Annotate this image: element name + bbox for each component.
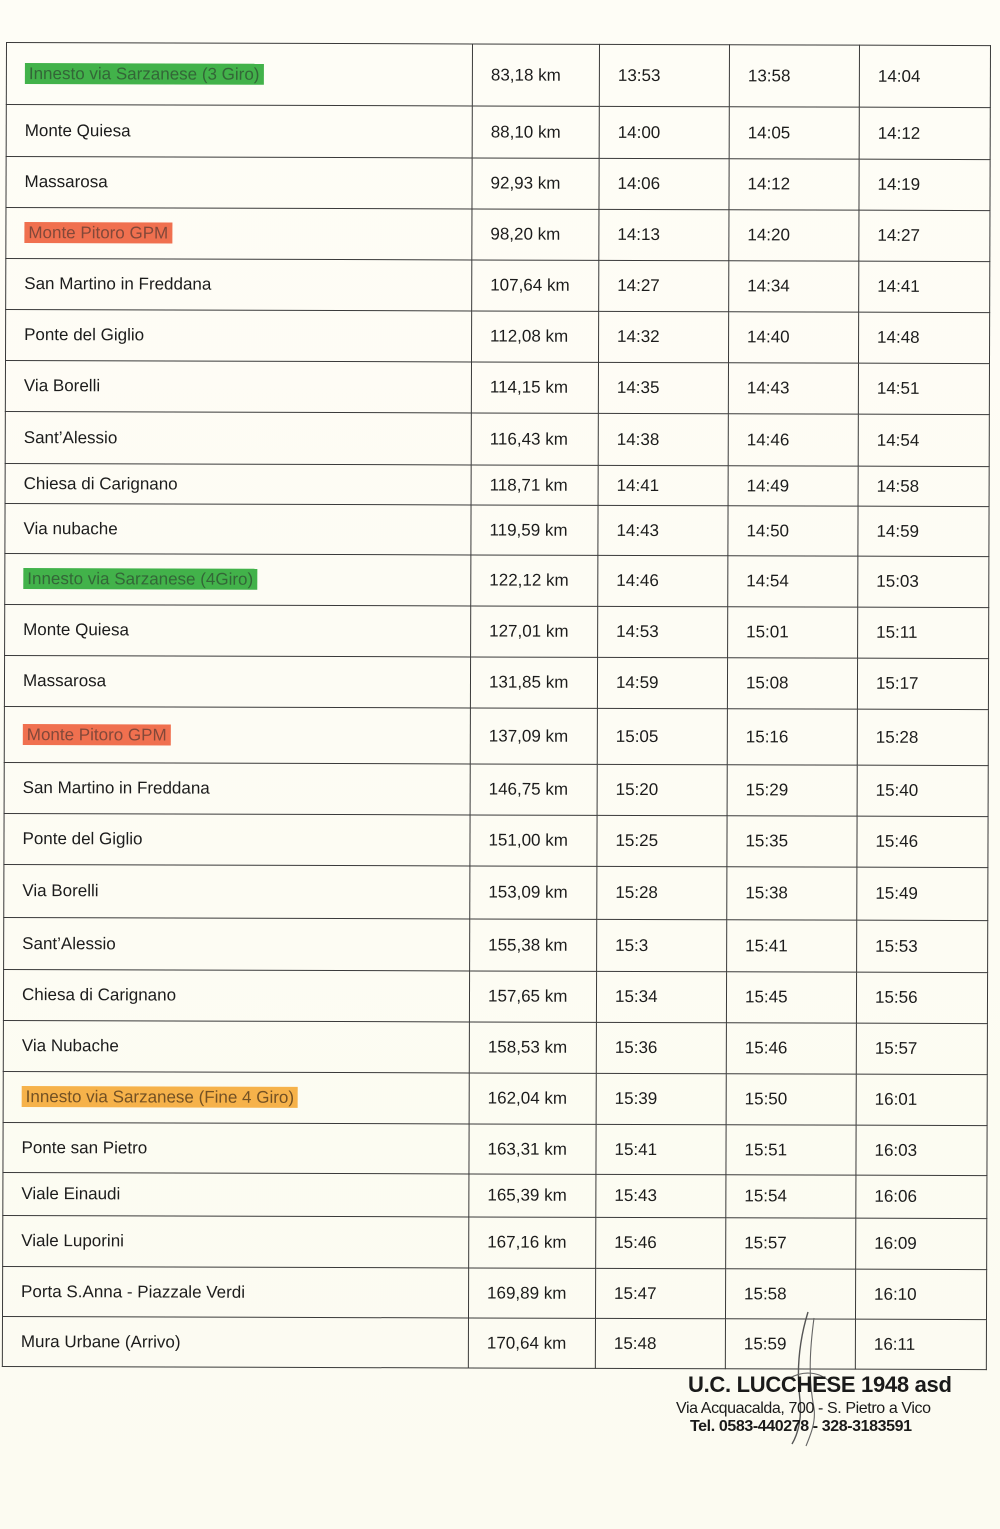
location-label: Sant’Alessio xyxy=(23,427,118,447)
time-1-cell: 14:43 xyxy=(598,505,728,555)
table-row xyxy=(5,463,989,506)
location-cell xyxy=(3,1020,469,1072)
location-cell xyxy=(3,1071,469,1123)
km-cell: 116,43 km xyxy=(471,413,598,465)
time-2-cell: 14:54 xyxy=(728,556,858,607)
km-cell: 107,64 km xyxy=(472,260,599,311)
time-3-cell: 15:17 xyxy=(857,658,988,709)
table-row xyxy=(3,1122,987,1175)
location-label: Massarosa xyxy=(24,172,108,192)
time-3-cell: 14:51 xyxy=(858,363,989,414)
highlighted-location-label: Innesto via Sarzanese (4Giro) xyxy=(23,568,257,590)
table-row xyxy=(5,310,989,364)
location-cell xyxy=(5,411,471,464)
time-1-cell: 14:38 xyxy=(598,413,728,465)
km-cell: 88,10 km xyxy=(472,106,599,158)
location-label: Via nubache xyxy=(23,518,118,538)
table-row xyxy=(5,411,989,466)
location-cell xyxy=(6,43,472,106)
table-row xyxy=(6,157,990,211)
time-2-cell: 14:46 xyxy=(728,414,858,466)
time-3-cell: 14:58 xyxy=(858,466,989,506)
time-2-cell: 15:54 xyxy=(726,1175,856,1218)
time-1-cell: 15:25 xyxy=(597,815,727,866)
time-3-cell: 16:10 xyxy=(855,1269,986,1319)
time-1-cell: 15:20 xyxy=(597,764,727,815)
time-1-cell: 15:28 xyxy=(597,866,727,919)
time-3-cell: 14:12 xyxy=(859,107,990,159)
km-cell: 169,89 km xyxy=(468,1268,595,1318)
km-cell: 151,00 km xyxy=(470,815,597,866)
location-label: Porta S.Anna - Piazzale Verdi xyxy=(21,1281,246,1302)
location-label: Monte Quiesa xyxy=(24,120,131,140)
km-cell: 118,71 km xyxy=(471,465,598,505)
table-row xyxy=(3,1172,987,1218)
time-1-cell: 15:36 xyxy=(596,1022,726,1073)
time-1-cell: 15:43 xyxy=(596,1174,726,1217)
time-1-cell: 14:41 xyxy=(598,465,728,505)
km-cell: 112,08 km xyxy=(471,311,598,362)
time-3-cell: 16:01 xyxy=(856,1074,987,1125)
footer-org-name: U.C. LUCCHESE 1948 asd xyxy=(688,1372,952,1397)
time-2-cell: 14:05 xyxy=(729,107,859,159)
km-cell: 157,65 km xyxy=(469,971,596,1022)
km-cell: 155,38 km xyxy=(470,919,597,971)
time-3-cell: 15:28 xyxy=(857,709,988,765)
time-3-cell: 14:48 xyxy=(858,312,989,363)
footer-letterhead xyxy=(676,1372,976,1436)
time-1-cell: 15:41 xyxy=(596,1124,726,1174)
time-2-cell: 15:57 xyxy=(726,1218,856,1269)
table-row xyxy=(4,864,988,920)
km-cell: 119,59 km xyxy=(471,505,598,555)
km-cell: 122,12 km xyxy=(471,555,598,606)
highlighted-location-label: Innesto via Sarzanese (Fine 4 Giro) xyxy=(22,1086,298,1108)
km-cell: 167,16 km xyxy=(469,1217,596,1268)
location-label: Massarosa xyxy=(22,671,107,691)
location-label: Chiesa di Carignano xyxy=(21,985,177,1005)
time-2-cell: 14:49 xyxy=(728,466,858,506)
time-2-cell: 14:40 xyxy=(728,312,858,363)
time-2-cell: 14:43 xyxy=(728,363,858,414)
km-cell: 83,18 km xyxy=(472,44,599,106)
location-cell xyxy=(6,208,472,260)
time-2-cell: 14:50 xyxy=(728,506,858,556)
time-1-cell: 14:32 xyxy=(598,311,728,362)
location-label: Via Nubache xyxy=(21,1036,119,1056)
time-3-cell: 14:27 xyxy=(859,210,990,261)
location-cell xyxy=(3,969,469,1021)
time-1-cell: 15:05 xyxy=(597,708,727,764)
time-2-cell: 15:35 xyxy=(727,816,857,867)
time-3-cell: 16:03 xyxy=(856,1125,987,1175)
time-3-cell: 15:49 xyxy=(857,867,988,920)
table-row xyxy=(6,259,990,313)
location-cell xyxy=(4,864,470,918)
time-1-cell: 15:48 xyxy=(595,1318,725,1368)
time-1-cell: 15:47 xyxy=(595,1268,725,1318)
time-2-cell: 15:59 xyxy=(725,1319,855,1369)
location-label: San Martino in Freddana xyxy=(22,778,210,798)
table-row xyxy=(5,553,989,607)
location-cell xyxy=(5,503,471,554)
location-cell xyxy=(4,655,470,707)
table-row xyxy=(3,1020,987,1074)
time-3-cell: 16:09 xyxy=(856,1218,987,1269)
highlighted-location-label: Monte Pitoro GPM xyxy=(23,724,171,745)
highlighted-location-label: Monte Pitoro GPM xyxy=(24,222,172,243)
time-3-cell: 14:41 xyxy=(859,261,990,312)
location-label: Via Borelli xyxy=(22,881,99,901)
table-row xyxy=(4,762,988,816)
location-cell xyxy=(3,1215,469,1267)
time-1-cell: 14:27 xyxy=(599,260,729,311)
location-label: Chiesa di Carignano xyxy=(23,473,178,494)
location-cell xyxy=(4,762,470,814)
location-label: Ponte del Giglio xyxy=(22,829,143,849)
km-cell: 163,31 km xyxy=(469,1124,596,1174)
time-1-cell: 15:39 xyxy=(596,1073,726,1124)
table-row xyxy=(4,917,988,972)
time-1-cell: 14:35 xyxy=(598,362,728,413)
time-1-cell: 13:53 xyxy=(599,44,729,106)
km-cell: 170,64 km xyxy=(468,1318,595,1368)
location-cell xyxy=(2,1316,468,1367)
time-2-cell: 15:51 xyxy=(726,1125,856,1175)
time-3-cell: 15:53 xyxy=(857,920,988,972)
time-2-cell: 14:34 xyxy=(729,261,859,312)
km-cell: 146,75 km xyxy=(470,764,597,815)
time-3-cell: 15:40 xyxy=(857,765,988,816)
location-cell xyxy=(5,553,471,605)
table-row xyxy=(4,706,988,765)
location-cell xyxy=(4,917,470,970)
location-cell xyxy=(3,1172,469,1216)
time-3-cell: 15:46 xyxy=(857,816,988,867)
table-row xyxy=(3,1215,987,1269)
location-cell xyxy=(4,813,470,865)
location-cell xyxy=(6,259,472,311)
footer-address: Via Acquacalda, 700 - S. Pietro a Vico xyxy=(676,1400,931,1417)
time-3-cell: 14:19 xyxy=(859,159,990,210)
location-cell xyxy=(3,1122,469,1173)
location-cell xyxy=(6,105,472,158)
table-row xyxy=(3,1071,987,1125)
km-cell: 162,04 km xyxy=(469,1073,596,1124)
time-2-cell: 15:01 xyxy=(728,607,858,658)
location-label: Sant’Alessio xyxy=(22,933,116,953)
location-cell xyxy=(5,604,471,656)
km-cell: 137,09 km xyxy=(470,708,597,764)
location-cell xyxy=(2,1266,468,1317)
time-1-cell: 14:00 xyxy=(599,106,729,158)
time-2-cell: 15:29 xyxy=(727,765,857,816)
time-1-cell: 14:59 xyxy=(597,657,727,708)
time-2-cell: 15:50 xyxy=(726,1074,856,1125)
time-2-cell: 15:38 xyxy=(727,867,857,920)
table-row xyxy=(2,1266,986,1319)
km-cell: 127,01 km xyxy=(471,606,598,657)
time-2-cell: 15:45 xyxy=(726,972,856,1023)
footer-phone: Tel. 0583-440278 - 328-3183591 xyxy=(690,1418,912,1435)
time-3-cell: 15:57 xyxy=(856,1023,987,1074)
schedule-body xyxy=(2,43,990,1370)
location-label: Via Borelli xyxy=(23,376,101,396)
time-2-cell: 15:58 xyxy=(725,1269,855,1319)
time-3-cell: 15:56 xyxy=(856,972,987,1023)
time-3-cell: 16:06 xyxy=(856,1175,987,1218)
table-row xyxy=(5,503,989,556)
time-2-cell: 14:20 xyxy=(729,210,859,261)
time-3-cell: 14:59 xyxy=(858,506,989,556)
time-1-cell: 14:13 xyxy=(599,209,729,260)
location-label: San Martino in Freddana xyxy=(24,274,212,294)
time-1-cell: 14:46 xyxy=(598,555,728,606)
table-row xyxy=(4,655,988,709)
location-label: Viale Luporini xyxy=(21,1231,124,1251)
table-row xyxy=(5,604,989,658)
km-cell: 98,20 km xyxy=(472,209,599,260)
table-row xyxy=(6,208,990,262)
table-row xyxy=(4,813,988,867)
table-row xyxy=(5,361,989,415)
time-2-cell: 15:41 xyxy=(727,920,857,972)
location-label: Ponte del Giglio xyxy=(24,325,145,345)
location-label: Monte Quiesa xyxy=(23,620,130,640)
time-3-cell: 15:11 xyxy=(858,607,989,658)
schedule-table xyxy=(2,42,991,1370)
km-cell: 92,93 km xyxy=(472,158,599,209)
time-3-cell: 16:11 xyxy=(855,1319,986,1369)
km-cell: 114,15 km xyxy=(471,362,598,413)
location-label: Viale Einaudi xyxy=(21,1184,121,1204)
location-cell xyxy=(6,157,472,209)
km-cell: 153,09 km xyxy=(470,866,597,919)
highlighted-location-label: Innesto via Sarzanese (3 Giro) xyxy=(25,63,264,85)
time-3-cell: 14:54 xyxy=(858,414,989,466)
table-row xyxy=(3,969,987,1023)
km-cell: 131,85 km xyxy=(470,657,597,708)
time-1-cell: 14:53 xyxy=(598,606,728,657)
km-cell: 158,53 km xyxy=(469,1022,596,1073)
location-cell xyxy=(5,463,471,504)
time-1-cell: 15:46 xyxy=(596,1217,726,1268)
location-label: Mura Urbane (Arrivo) xyxy=(20,1331,181,1352)
table-row xyxy=(6,43,990,108)
time-2-cell: 15:16 xyxy=(727,709,857,765)
time-1-cell: 14:06 xyxy=(599,158,729,209)
km-cell: 165,39 km xyxy=(469,1174,596,1217)
time-1-cell: 15:3 xyxy=(597,919,727,971)
table-row xyxy=(6,105,990,160)
location-cell xyxy=(5,361,471,413)
time-3-cell: 15:03 xyxy=(858,556,989,607)
time-3-cell: 14:04 xyxy=(859,45,990,107)
location-label: Ponte san Pietro xyxy=(21,1137,148,1157)
location-cell xyxy=(5,310,471,362)
time-2-cell: 15:46 xyxy=(726,1023,856,1074)
time-1-cell: 15:34 xyxy=(596,971,726,1022)
location-cell xyxy=(4,706,470,763)
time-2-cell: 13:58 xyxy=(729,45,859,107)
time-2-cell: 14:12 xyxy=(729,159,859,210)
table-row xyxy=(2,1316,986,1369)
time-2-cell: 15:08 xyxy=(727,658,857,709)
